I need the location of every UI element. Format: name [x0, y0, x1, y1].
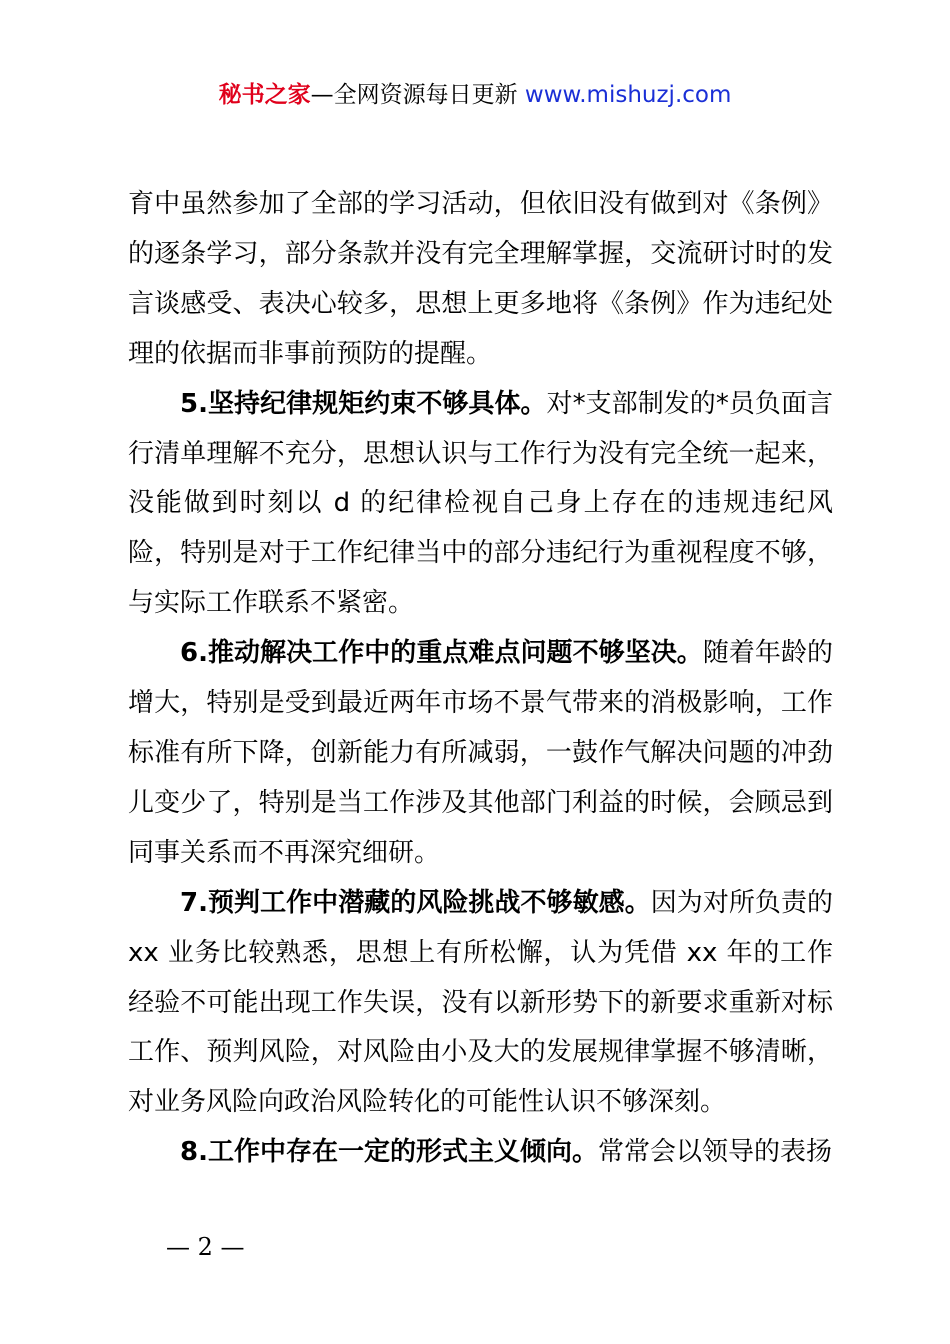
paragraph-continuation [128, 180, 833, 380]
paragraph-heading: 5.坚持纪律规矩约束不够具体。 [180, 388, 547, 419]
paragraph-item-5 [128, 380, 833, 630]
paragraph-item-8 [128, 1128, 833, 1178]
paragraph-heading: 6.推动解决工作中的重点难点问题不够坚决。 [180, 638, 703, 669]
paragraph-text: 对*支部制发的*员负面言行清单理解不充分，思想认识与工作行为没有完全统一起来，没能做到时刻以 d 的纪律检视自己身上存在的违规违纪风险，特别是对于工作纪律当中的部分违纪行为重视程度不够，与实际工作联系不紧密。 [128, 388, 833, 619]
paragraph-item-6 [128, 629, 833, 879]
paragraph-item-7 [128, 879, 833, 1129]
site-tagline: —全网资源每日更新 [310, 82, 525, 108]
paragraph-text: 常常会以领导的表扬 [597, 1137, 832, 1168]
site-header [0, 78, 950, 112]
document-body [128, 180, 833, 1178]
paragraph-text: 随着年龄的增大，特别是受到最近两年市场不景气带来的消极影响，工作标准有所下降，创新能力有所减弱，一鼓作气解决问题的冲劲儿变少了，特别是当工作涉及其他部门利益的时候，会顾忌到同事关系而不再深究细研。 [128, 638, 833, 868]
paragraph-heading: 8.工作中存在一定的形式主义倾向。 [180, 1137, 598, 1168]
page-number: — 2 — [166, 1233, 245, 1261]
paragraph-text: 因为对所负责的 xx 业务比较熟悉，思想上有所松懈，认为凭借 xx 年的工作经验不可能出现工作失误，没有以新形势下的新要求重新对标工作、预判风险，对风险由小及大的发展规律掌握不够清晰，对业务风险向政治风险转化的可能性认识不够深刻。 [128, 887, 833, 1118]
site-brand: 秘书之家 [218, 82, 311, 108]
paragraph-heading: 7.预判工作中潜藏的风险挑战不够敏感。 [180, 887, 651, 918]
paragraph-text: 育中虽然参加了全部的学习活动，但依旧没有做到对《条例》的逐条学习，部分条款并没有完全理解掌握，交流研讨时的发言谈感受、表决心较多，思想上更多地将《条例》作为违纪处理的依据而非事前预防的提醒。 [128, 189, 833, 369]
site-url-link[interactable]: www.mishuzj.com [524, 82, 732, 108]
